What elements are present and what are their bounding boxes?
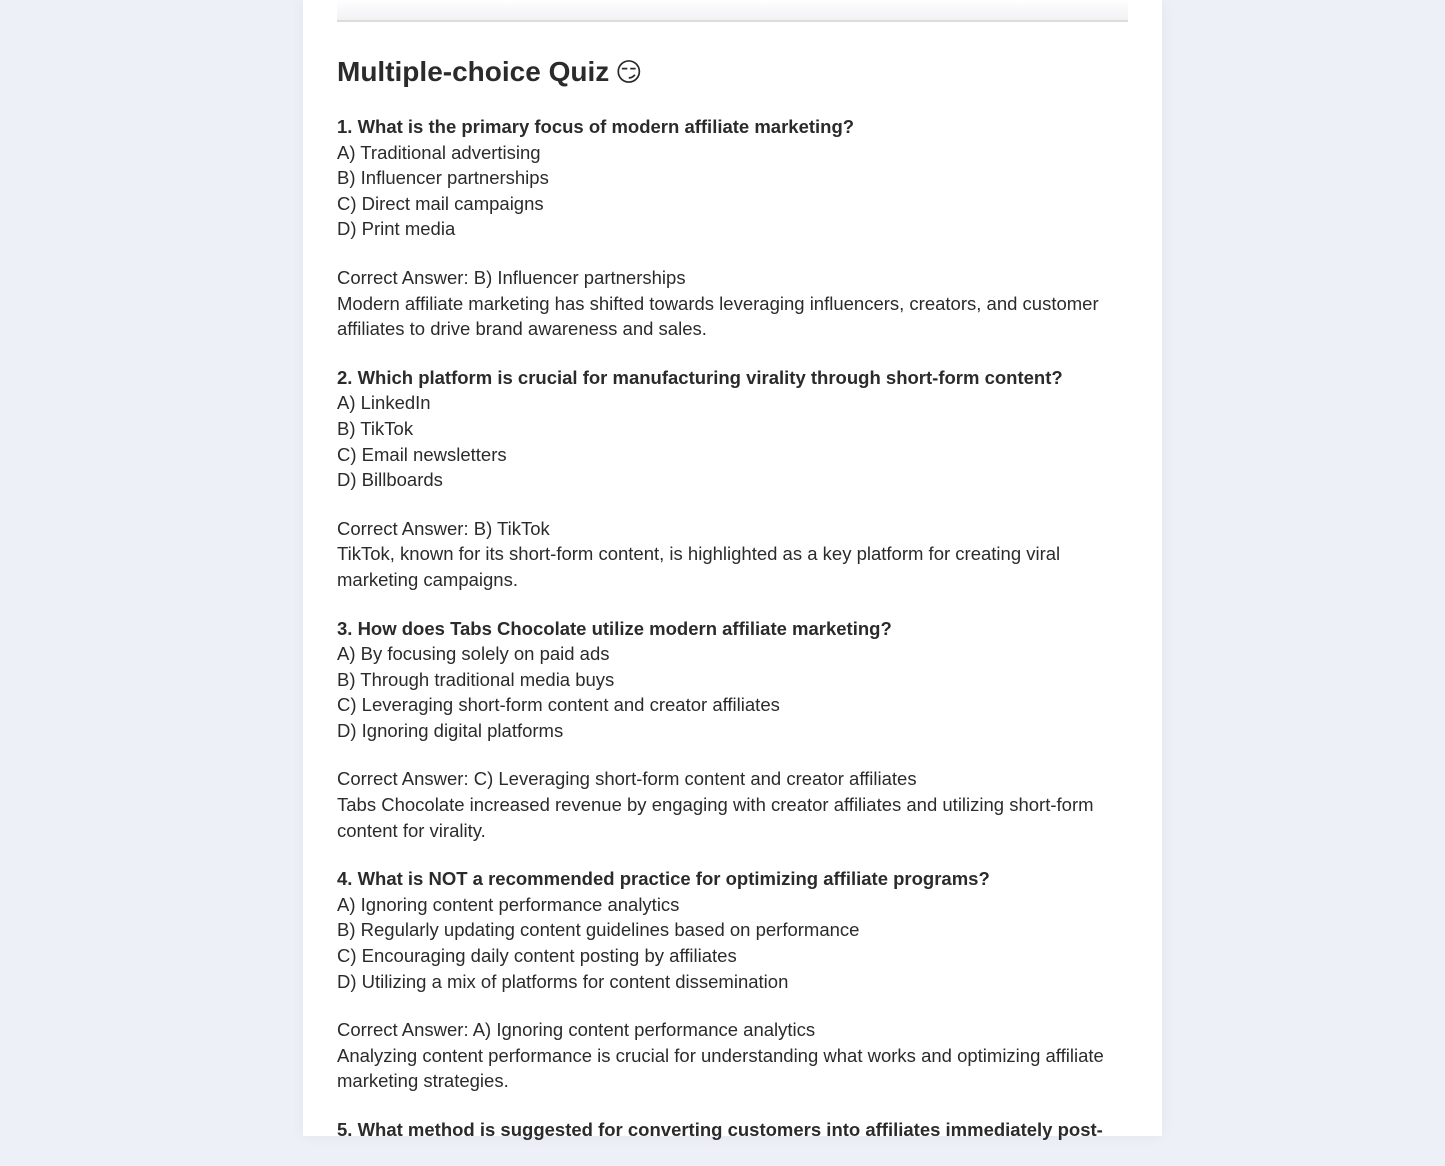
question-4: [337, 866, 1128, 1094]
correct-answer: Correct Answer: B) Influencer partnerships: [337, 266, 686, 288]
answer-explanation: Tabs Chocolate increased revenue by engaging with creator affiliates and utilizing short-form content for virality.: [337, 794, 1094, 841]
answer-explanation: Modern affiliate marketing has shifted towards leveraging influencers, creators, and customer affiliates to drive brand awareness and sales.: [337, 292, 1099, 340]
option-b: B) Through traditional media buys: [337, 668, 615, 690]
option-b: B) Regularly updating content guidelines based on performance: [337, 919, 860, 941]
question-3: [337, 616, 1128, 844]
question-text: 3. How does Tabs Chocolate utilize modern affiliate marketing?: [337, 617, 892, 639]
correct-answer: Correct Answer: B) TikTok: [337, 517, 550, 539]
option-c: C) Leveraging short-form content and creator affiliates: [337, 694, 780, 716]
question-5: [337, 1117, 1128, 1143]
correct-answer: Correct Answer: A) Ignoring content performance analytics: [337, 1019, 816, 1041]
correct-answer: Correct Answer: C) Leveraging short-form content and creator affiliates: [337, 768, 917, 790]
question-2: [337, 365, 1128, 593]
option-a: A) Traditional advertising: [337, 141, 541, 163]
content-card: [303, 0, 1162, 1140]
option-b: B) Influencer partnerships: [337, 167, 549, 189]
option-c: C) Direct mail campaigns: [337, 192, 544, 214]
answer-explanation: TikTok, known for its short-form content, is highlighted as a key platform for creating viral marketing campaigns.: [337, 543, 1061, 590]
quiz-title-text: Multiple-choice Quiz: [337, 56, 610, 87]
top-fade: [337, 0, 1128, 20]
option-d: D) Utilizing a mix of platforms for content dissemination: [337, 970, 789, 992]
quiz-section: [337, 52, 1128, 1166]
question-text: 5. What method is suggested for converting customers into affiliates immediately post-: [337, 1119, 1103, 1140]
question-text: 1. What is the primary focus of modern affiliate marketing?: [337, 116, 855, 137]
question-text: 4. What is NOT a recommended practice for optimizing affiliate programs?: [337, 868, 990, 890]
option-d: D) Billboards: [337, 469, 443, 491]
option-d: D) Print media: [337, 218, 456, 240]
answer-block: [337, 265, 1128, 342]
answer-explanation: Analyzing content performance is crucial for understanding what works and optimizing affiliate marketing strategies.: [337, 1044, 1104, 1092]
question-1: [337, 114, 1128, 342]
answer-block: [337, 1017, 1128, 1094]
answer-block: [337, 766, 1128, 843]
option-c: C) Encouraging daily content posting by affiliates: [337, 945, 737, 967]
quiz-title: [337, 52, 1128, 92]
answer-block: [337, 516, 1128, 593]
option-c: C) Email newsletters: [337, 443, 507, 465]
option-a: A) By focusing solely on paid ads: [337, 643, 610, 665]
question-text: 2. Which platform is crucial for manufacturing virality through short-form content?: [337, 366, 1063, 388]
option-a: A) Ignoring content performance analytics: [337, 893, 680, 915]
smirk-emoji-icon: 😏: [615, 57, 643, 87]
option-b: B) TikTok: [337, 417, 414, 439]
option-a: A) LinkedIn: [337, 392, 431, 414]
option-d: D) Ignoring digital platforms: [337, 719, 564, 741]
section-divider: [337, 20, 1128, 22]
